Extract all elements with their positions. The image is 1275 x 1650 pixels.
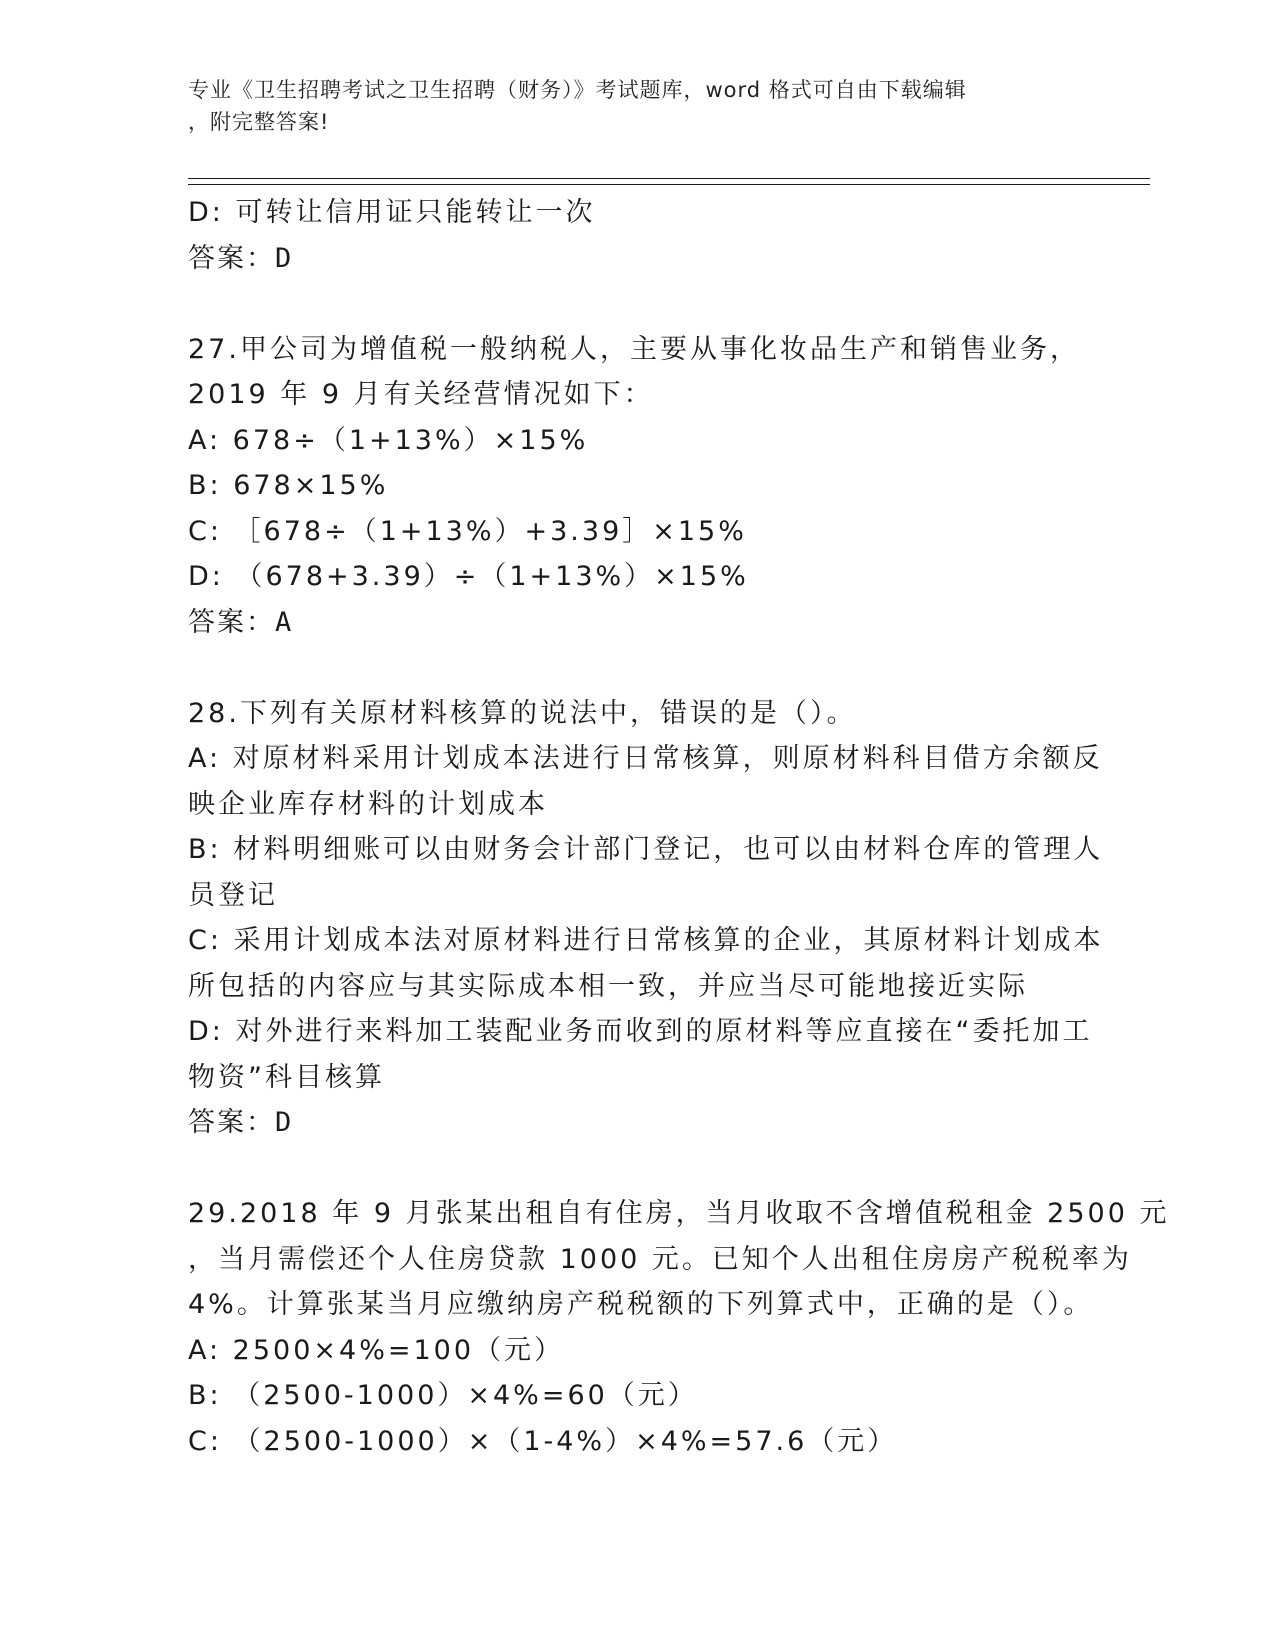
option-b-cont: 员登记 — [188, 879, 278, 911]
question-list — [188, 190, 1170, 1464]
header-title-line-2: ，附完整答案! — [188, 110, 330, 134]
header-divider-bottom — [188, 184, 1150, 185]
question-29 — [188, 1191, 1170, 1464]
question-stem: 28.下列有关原材料核算的说法中，错误的是（）。 — [188, 697, 857, 729]
option-c-cont: 所包括的内容应与其实际成本相一致，并应当尽可能地接近实际 — [188, 970, 1028, 1002]
question-stem: 29.2018 年 9 月张某出租自有住房，当月收取不含增值税租金 2500 元 — [188, 1198, 1170, 1229]
spacer — [188, 645, 1088, 691]
document-header — [188, 74, 1088, 138]
option-a: A: 2500×4%=100（元） — [188, 1334, 565, 1366]
option-b: B: 678×15% — [188, 470, 389, 501]
answer-line: 答案：D — [188, 242, 294, 274]
header-title-line-1: 专业《卫生招聘考试之卫生招聘（财务）》考试题库，word 格式可自由下载编辑 — [188, 78, 967, 102]
option-c: C: ［678÷（1+13%）+3.39］×15% — [188, 515, 747, 547]
question-27 — [188, 327, 1088, 646]
option-a-cont: 映企业库存材料的计划成本 — [188, 788, 548, 820]
option-d: D: 可转让信用证只能转让一次 — [188, 197, 596, 228]
option-c: C: 采用计划成本法对原材料进行日常核算的企业，其原材料计划成本 — [188, 925, 1104, 956]
question-stem-cont: ，当月需偿还个人住房贷款 1000 元。已知个人出租住房房产税税率为 — [188, 1243, 1132, 1275]
option-c: C: （2500-1000）×（1-4%）×4%=57.6（元） — [188, 1425, 898, 1457]
answer-line: 答案：D — [188, 1107, 294, 1138]
header-divider-top — [188, 178, 1150, 179]
option-b: B: （2500-1000）×4%=60（元） — [188, 1380, 698, 1411]
option-a: A: 对原材料采用计划成本法进行日常核算，则原材料科目借方余额反 — [188, 743, 1103, 774]
option-d: D: （678+3.39）÷（1+13%）×15% — [188, 561, 749, 592]
question-26-tail — [188, 190, 1088, 281]
question-stem: 27.甲公司为增值税一般纳税人，主要从事化妆品生产和销售业务， — [188, 333, 1080, 365]
answer-line: 答案：A — [188, 606, 294, 638]
option-d: D: 对外进行来料加工装配业务而收到的原材料等应直接在“委托加工 — [188, 1016, 1093, 1047]
question-stem-cont: 4%。计算张某当月应缴纳房产税税额的下列算式中，正确的是（）。 — [188, 1289, 1094, 1320]
question-stem-cont: 2019 年 9 月有关经营情况如下： — [188, 379, 654, 410]
option-a: A: 678÷（1+13%）×15% — [188, 424, 589, 456]
option-d-cont: 物资”科目核算 — [188, 1061, 385, 1093]
spacer — [188, 281, 1088, 327]
spacer — [188, 1146, 1088, 1192]
question-28 — [188, 691, 1104, 1146]
option-b: B: 材料明细账可以由财务会计部门登记，也可以由材料仓库的管理人 — [188, 834, 1104, 865]
